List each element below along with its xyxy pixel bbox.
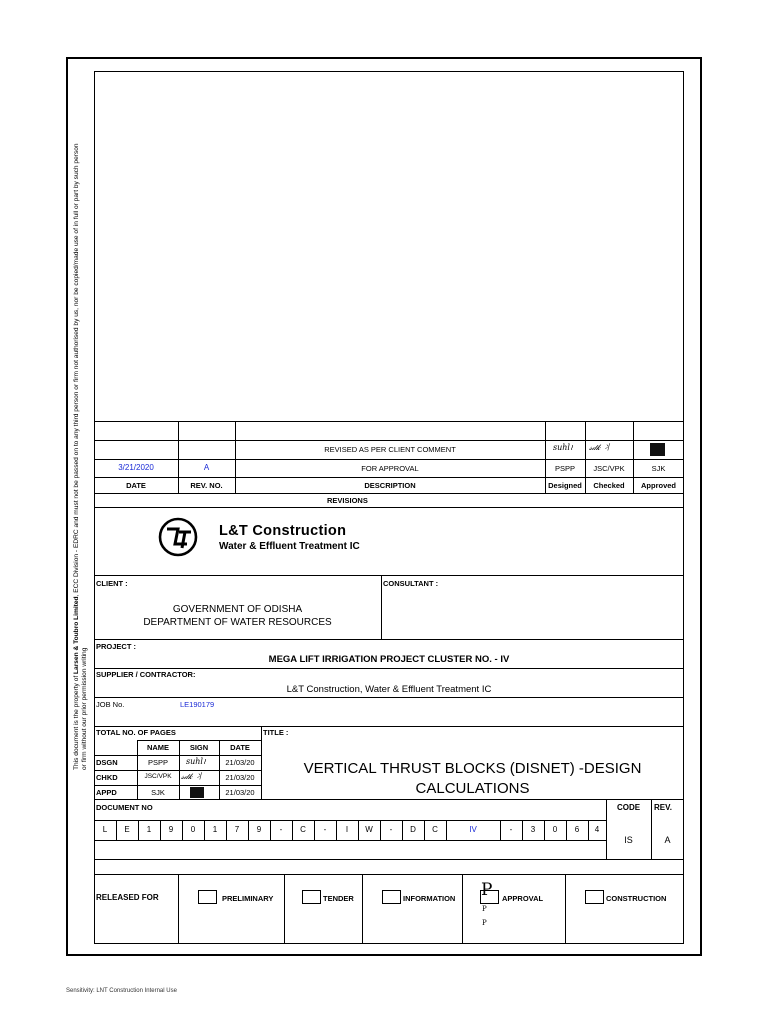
doc-char: 9 (256, 825, 262, 834)
doc-char: E (124, 825, 130, 834)
revision-checked: JSC/VPK (593, 464, 625, 473)
option-tender-label: TENDER (323, 894, 354, 903)
signoff-name: JSC/VPK (144, 773, 172, 780)
revision-row1-description: REVISED AS PER CLIENT COMMENT (324, 445, 456, 454)
job-label: JOB No. (96, 700, 125, 709)
released-for-label: RELEASED FOR (96, 893, 159, 902)
doc-char: IV (469, 825, 477, 834)
project-label: PROJECT : (96, 642, 137, 651)
document-title-line1: VERTICAL THRUST BLOCKS (DISNET) -DESIGN (303, 760, 642, 777)
signoff-name: PSPP (147, 758, 168, 767)
option-preliminary-label: PRELIMINARY (222, 894, 274, 903)
document-no-label: DOCUMENT NO (96, 803, 153, 812)
client-line2: DEPARTMENT OF WATER RESOURCES (143, 617, 332, 628)
code-label: CODE (616, 803, 641, 812)
signoff-date: 21/03/20 (225, 773, 255, 782)
sensitivity-footer: Sensitivity: LNT Construction Internal Use (66, 988, 177, 994)
signoff-header-name: NAME (146, 743, 170, 752)
approved-signature-redacted (650, 443, 665, 456)
client-label: CLIENT : (96, 579, 128, 588)
doc-char: 1 (146, 825, 152, 834)
header-approved: Approved (640, 481, 676, 490)
project-name: MEGA LIFT IRRIGATION PROJECT CLUSTER NO. - IV (268, 654, 510, 665)
header-checked: Checked (593, 481, 625, 490)
header-description: DESCRIPTION (364, 481, 416, 490)
doc-char: L (102, 825, 108, 834)
doc-char: W (365, 825, 373, 834)
doc-char: D (410, 825, 416, 834)
signoff-header-sign: SIGN (189, 743, 209, 752)
doc-char: C (432, 825, 438, 834)
doc-char: 0 (190, 825, 196, 834)
signoff-signature-redacted (190, 787, 204, 798)
supplier-label: SUPPLIER / CONTRACTOR: (96, 670, 196, 679)
doc-char: 4 (594, 825, 600, 834)
designed-signature: ꜱuhl≀ (553, 443, 573, 452)
ownership-notice: This document is the property of Larsen & Toubro Limited, ECC Division - EDRC and must not be passed on to any third person or firm not authorised by us, nor be copied/made use of in full or part by such person or firm without our prior permission writing (73, 143, 88, 770)
signoff-date: 21/03/20 (225, 788, 255, 797)
rev-label: REV. (654, 803, 672, 812)
signoff-signature: 𝓈𝒹𝓀 ⺦ (181, 772, 203, 781)
header-date: DATE (126, 481, 146, 490)
client-line1: GOVERNMENT OF ODISHA (172, 604, 303, 615)
signoff-signature: ꜱuhl≀ (186, 757, 206, 766)
supplier-name: L&T Construction, Water & Effluent Treatment IC (286, 684, 492, 695)
doc-char: 7 (234, 825, 240, 834)
title-label: TITLE : (263, 728, 289, 737)
doc-char: 0 (552, 825, 558, 834)
signoff-name: SJK (151, 788, 165, 797)
signoff-role: APPD (96, 788, 117, 797)
approval-mark: P (481, 880, 493, 900)
consultant-label: CONSULTANT : (383, 579, 439, 588)
doc-char: - (323, 825, 327, 834)
company-name: L&T Construction (219, 523, 347, 539)
checkbox-information[interactable] (382, 890, 401, 904)
doc-char: C (300, 825, 306, 834)
revisions-caption: REVISIONS (327, 496, 368, 505)
doc-char: 3 (530, 825, 536, 834)
signoff-role: DSGN (96, 758, 118, 767)
company-division: Water & Effluent Treatment IC (219, 541, 360, 552)
revision-designed: PSPP (554, 464, 575, 473)
approval-mark-small: P (482, 919, 487, 927)
code-value: IS (624, 835, 633, 845)
doc-char: - (509, 825, 513, 834)
checkbox-tender[interactable] (302, 890, 321, 904)
lt-logo-icon (158, 517, 198, 557)
revision-number: A (203, 463, 210, 472)
doc-char: 9 (168, 825, 174, 834)
checkbox-preliminary[interactable] (198, 890, 217, 904)
signoff-header-date: DATE (230, 743, 250, 752)
checkbox-construction[interactable] (585, 890, 604, 904)
revision-date: 3/21/2020 (118, 463, 154, 472)
option-construction-label: CONSTRUCTION (606, 894, 667, 903)
checked-signature: 𝓈𝒹𝓀 ⺦ (589, 443, 611, 452)
document-title-line2: CALCULATIONS (415, 780, 530, 797)
doc-char: - (279, 825, 283, 834)
signoff-date: 21/03/20 (225, 758, 255, 767)
revision-approved: SJK (651, 464, 666, 473)
total-pages-label: TOTAL NO. OF PAGES (96, 728, 176, 737)
doc-char: - (389, 825, 393, 834)
job-number: LE190179 (180, 700, 215, 709)
header-rev-no: REV. NO. (190, 481, 223, 490)
doc-char: 1 (212, 825, 218, 834)
doc-char: 6 (574, 825, 580, 834)
doc-char: I (345, 825, 349, 834)
option-information-label: INFORMATION (403, 894, 456, 903)
rev-value: A (664, 835, 671, 845)
header-designed: Designed (548, 481, 582, 490)
revision-description: FOR APPROVAL (361, 464, 419, 473)
option-approval-label: APPROVAL (502, 894, 544, 903)
signoff-role: CHKD (96, 773, 118, 782)
approval-mark-small: P (482, 905, 487, 913)
